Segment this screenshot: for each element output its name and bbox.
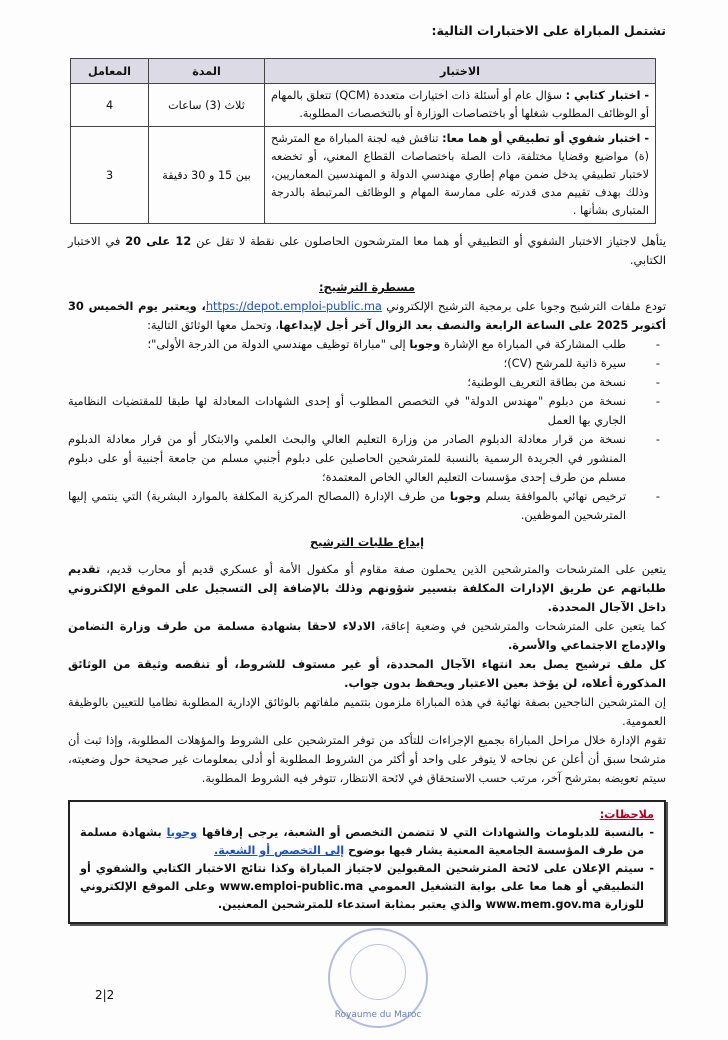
text-segment: ترخيص نهائي بالموافقة يسلم	[480, 489, 626, 503]
text-segment: طلب المشاركة في المباراة مع الإشارة	[440, 337, 626, 351]
list-item	[68, 392, 626, 430]
duration-cell: ثلاث (3) ساعات	[149, 84, 265, 127]
submission-title: إيداع طلبات الترشيح	[309, 535, 425, 549]
bold-text: ، ويعتبر يوم الخميس 30 أكتوبر 2025 على الساعة الرابعة والنصف بعد الزوال آخر أجل لإيداعها	[68, 299, 666, 332]
notes-list	[80, 824, 654, 914]
list-item	[68, 487, 626, 525]
text-segment: من طرف الإدارة (المصالح المركزية المكلفة بالموارد البشرية) التي ينتمي إليها المترشحين الموظفين.	[68, 489, 626, 522]
submission-paragraph	[68, 655, 666, 693]
link[interactable]: https://depot.emploi-public.ma	[205, 299, 382, 313]
text-segment: يتعين على المترشحات والمترشحين الذين يحملون صفة مقاوم أو مكفول الأمة أو عسكري قديم أو محارب قديم،	[100, 562, 666, 576]
text-segment: نسخة من بطاقة التعريف الوطنية؛	[467, 375, 626, 389]
test-cell	[265, 127, 656, 224]
bold-text: وجوبا	[449, 489, 481, 503]
text-segment: إلى "مباراة توظيف مهندسي الدولة من الدرجة الأولى"؛	[147, 337, 410, 351]
test-name: - اختبار شفوي أو تطبيقي أو هما معا:	[442, 132, 649, 145]
stamp-text: Royaume du Maroc	[334, 1010, 422, 1020]
text-segment: تقوم الإدارة خلال مراحل المباراة بجميع الإجراءات للتأكد من توفر المترشحين على الشروط والمؤهلات المطلوبة، وإذا ثبت أن مترشحا سبق أن أعلن عن نجاحه لا يتوفر على واحد أو أكثر من الشروط المطلوبة أو أدلى بمعلومات غير صحيحة حول وضعيته، سيتم تعويضه بمترشح آخر، مرتب حسب الاستحقاق في لائحة الانتظار، تتوفر فيه الشروط المطلوبة.	[68, 733, 666, 785]
text-segment: نسخة من قرار معادلة الدبلوم الصادر من وزارة التعليم العالي والبحث العلمي والابتكار أو من قرار معادلة الدبلوم المنشور في الجريدة الرسمية بالنسبة للمترشحين الحاصلين على دبلوم أجنبي مسلم من جامعة أجنبية أو على دبلوم مسلم من طرف إحدى مؤسسات التعليم العالي الخاص المعتمدة؛	[68, 432, 626, 484]
procedure-section	[68, 278, 666, 525]
link[interactable]: وجوبا	[166, 826, 198, 839]
text-segment: في الاختبار الكتابي.	[68, 234, 666, 267]
note-item	[80, 860, 644, 914]
official-stamp	[328, 928, 428, 1028]
text-segment: سيتم الإعلان على لائحة المترشحين المقبولين لاجتياز المباراة وكذا نتائج الاختبار الكتابي والشفوي أو التطبيقي أو هما معا على بوابة التشغيل العمومي www.emploi-public.ma وعلى الموقع الإلكتروني للوزارة www.mem.gov.ma والذي يعتبر بمثابة استدعاء للمترشحين المعنيين.	[80, 862, 644, 911]
duration-cell: بين 15 و 30 دقيقة	[149, 127, 265, 224]
text-segment: بالنسبة للدبلومات والشهادات التي لا تتضمن التخصص أو الشعبة، يرجى إرفاقها	[197, 826, 644, 839]
notes-title: ملاحظات:	[599, 808, 654, 821]
procedure-title: مسطرة الترشيح:	[318, 280, 416, 294]
text-segment: نسخة من دبلوم "مهندس الدولة" في التخصص المطلوب أو إحدى الشهادات المعادلة لها طبقا للمقتضيات النظامية الجاري بها العمل	[68, 394, 626, 427]
eligibility-paragraph	[68, 232, 666, 270]
list-item	[68, 430, 626, 487]
header-coefficient: المعامل	[71, 59, 149, 84]
notes-box	[68, 800, 666, 924]
text-segment: كما يتعين على المترشحات والمترشحين في وضعية إعاقة،	[375, 619, 666, 633]
submission-paragraph	[68, 693, 666, 731]
bold-text: الادلاء لاحقا بشهادة مسلمة من طرف وزارة التضامن والإدماج الاجتماعي والأسرة.	[68, 619, 666, 652]
page-footer	[68, 928, 666, 1028]
text-segment: تودع ملفات الترشيح وجوبا على برمجية الترشيح الإلكتروني	[381, 299, 666, 313]
list-item	[68, 335, 626, 354]
test-cell	[265, 84, 656, 127]
table-row	[71, 84, 656, 127]
text-segment: إن المترشحين الناجحين بصفة نهائية في هذه المباراة ملزمون بتتميم ملفاتهم بالوثائق الإدارية المطلوبة نظاميا للتعيين بالوظيفة العمومية.	[68, 695, 666, 728]
test-description: سؤال عام أو أسئلة ذات اختيارات متعددة (QCM) تتعلق بالمهام أو الوظائف المطلوب شغلها أو باختصاصات الوزارة أو بالتخصصات المطلوبة.	[271, 89, 649, 120]
header-test: الاختبار	[265, 59, 656, 84]
link[interactable]: إلى التخصص أو الشعبة.	[214, 844, 345, 857]
tests-table	[70, 58, 656, 224]
bold-text: 12 على 20	[125, 234, 192, 248]
intro-title: تشتمل المباراة على الاختبارات التالية:	[431, 23, 666, 38]
list-item	[68, 373, 626, 392]
text-segment: بشهادة مسلمة من طرف المؤسسة الجامعية المعنية يشار فيها بوضوح	[80, 826, 644, 857]
documents-list	[68, 335, 666, 525]
text-segment: ، وتحمل معها الوثائق التالية:	[147, 318, 280, 332]
bold-text: كل ملف ترشيح يصل بعد انتهاء الآجال المحددة، أو غير مستوف للشروط، أو تنقصه وثيقة من الوثائق المذكورة أعلاه، لن يؤخذ بعين الاعتبار ويحفظ بدون جواب.	[68, 657, 666, 690]
list-item	[68, 354, 626, 373]
coefficient-cell: 4	[71, 84, 149, 127]
test-description: تناقش فيه لجنة المباراة مع المترشح (ة) مواضيع وقضايا مختلفة، ذات الصلة باختصاصات القطاع المعني، أو تخضعه لاختبار تطبيقي يدخل ضمن مهام إطاري مهندسي الدولة و المهندسين المعماريين، وذلك بهدف تقييم مدى قدرته على ممارسة المهام و الوظائف المرتبطة بالدرجة المتبارى بشأنها .	[271, 132, 649, 217]
bold-text: وجوبا	[409, 337, 441, 351]
table-header-row	[71, 59, 656, 84]
submission-section	[68, 533, 666, 788]
submission-paragraph	[68, 731, 666, 788]
submission-paragraph	[68, 560, 666, 617]
bold-text: تقديم طلباتهم عن طريق الإدارات المكلفة بتسيير شؤونهم وذلك بالإضافة إلى التسجيل على الموقع الإلكتروني داخل الآجال المحددة.	[68, 562, 666, 614]
test-name: - اختبار كتابي :	[565, 89, 649, 102]
note-item	[80, 824, 644, 860]
text-segment: يتأهل لاجتياز الاختبار الشفوي أو التطبيقي أو هما معا المترشحون الحاصلون على نقطة لا تقل عن	[191, 234, 666, 248]
text-segment: سيرة ذاتية للمرشح (CV)؛	[503, 356, 626, 370]
submission-paragraph	[68, 617, 666, 655]
header-duration: المدة	[149, 59, 265, 84]
page-number: 2|2	[95, 988, 115, 1002]
procedure-paragraph	[68, 297, 666, 335]
table-row	[71, 127, 656, 224]
coefficient-cell: 3	[71, 127, 149, 224]
